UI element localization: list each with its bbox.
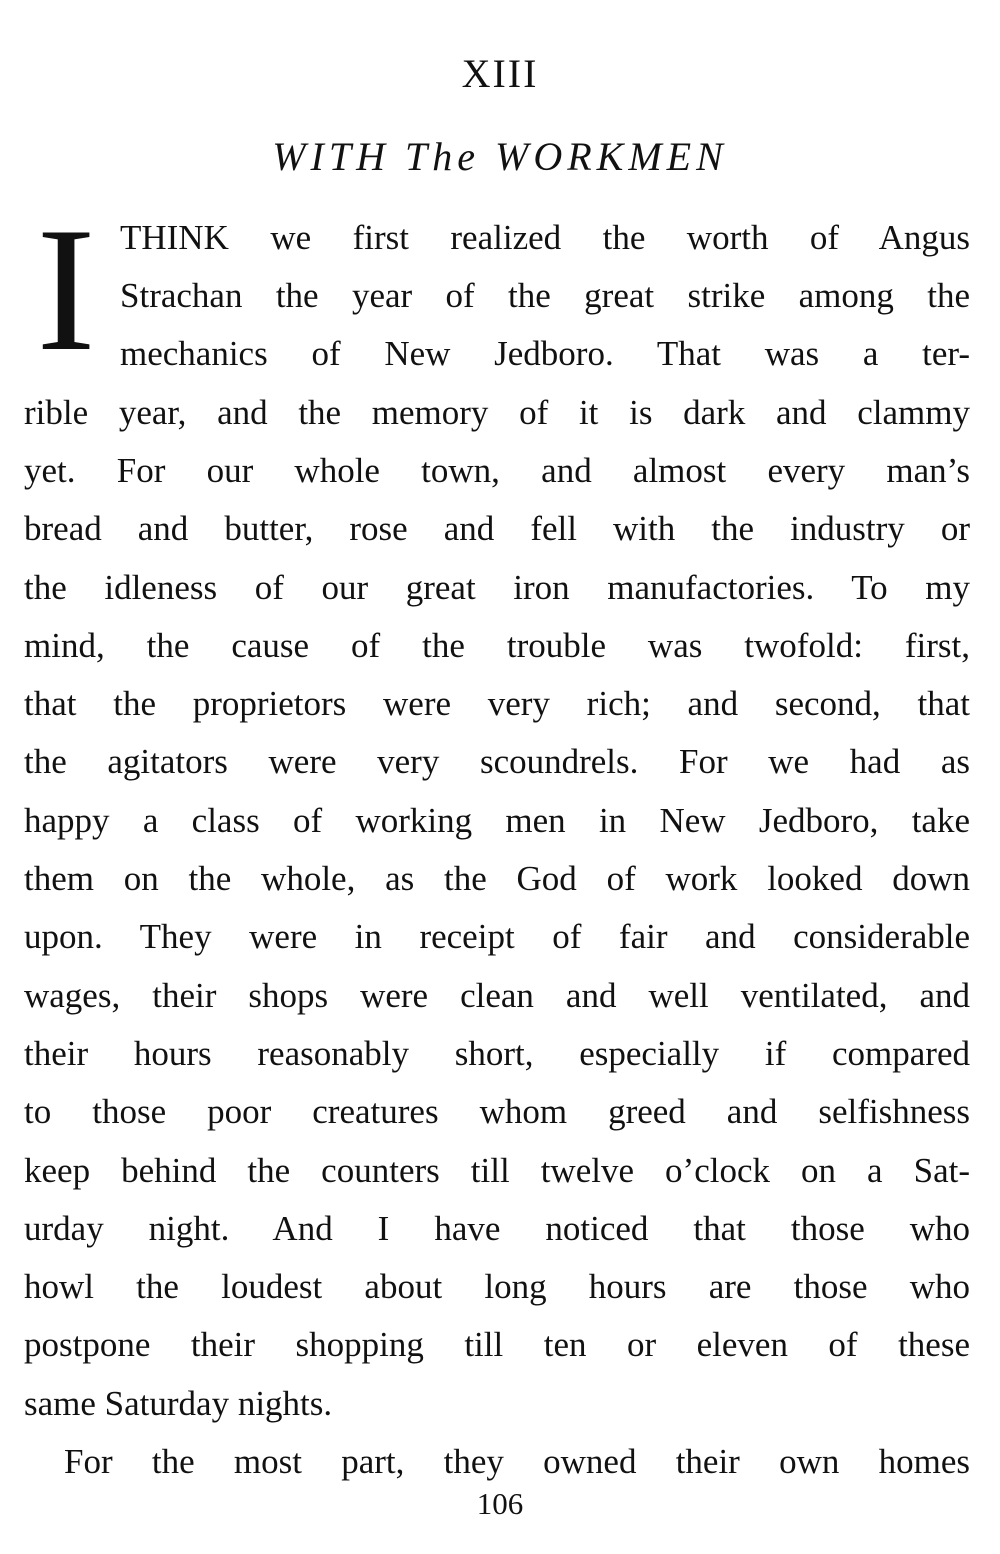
text-line-5: yet. For our whole town, and almost every man’s bbox=[24, 451, 970, 490]
text-line-19: howl the loudest about long hours are those who bbox=[24, 1267, 970, 1306]
text-line-14: wages, their shops were clean and well ventilated, and bbox=[24, 976, 970, 1015]
text-line-8: mind, the cause of the trouble was twofold: first, bbox=[24, 626, 970, 665]
text-line-17: keep behind the counters till twelve o’clock on a Sat- bbox=[24, 1151, 970, 1190]
text-line-2: Strachan the year of the great strike among the bbox=[120, 276, 970, 315]
text-line-16: to those poor creatures whom greed and selfishness bbox=[24, 1092, 970, 1131]
chapter-number: XIII bbox=[461, 51, 539, 96]
chapter-title: WITH The WORKMEN bbox=[272, 134, 728, 179]
text-line-18: urday night. And I have noticed that those who bbox=[24, 1209, 970, 1248]
text-line-22: For the most part, they owned their own homes bbox=[64, 1442, 970, 1481]
text-line-4: rible year, and the memory of it is dark and clammy bbox=[24, 393, 970, 432]
text-line-7: the idleness of our great iron manufactories. To my bbox=[24, 568, 970, 607]
text-line-11: happy a class of working men in New Jedboro, take bbox=[24, 801, 970, 840]
text-line-21: same Saturday nights. bbox=[24, 1384, 333, 1423]
text-line-6: bread and butter, rose and fell with the industry or bbox=[24, 509, 970, 548]
page-number: 106 bbox=[476, 1486, 524, 1521]
text-line-10: the agitators were very scoundrels. For we had as bbox=[24, 742, 970, 781]
text-line-15: their hours reasonably short, especially if compared bbox=[24, 1034, 970, 1073]
drop-cap-initial: I bbox=[36, 190, 96, 388]
text-line-12: them on the whole, as the God of work looked down bbox=[24, 859, 970, 898]
text-line-3: mechanics of New Jedboro. That was a ter- bbox=[120, 334, 970, 373]
text-line-1: THINK we first realized the worth of Angus bbox=[120, 218, 970, 257]
text-line-9: that the proprietors were very rich; and second, that bbox=[24, 684, 970, 723]
text-line-13: upon. They were in receipt of fair and considerable bbox=[24, 917, 970, 956]
text-line-20: postpone their shopping till ten or eleven of these bbox=[24, 1325, 970, 1364]
